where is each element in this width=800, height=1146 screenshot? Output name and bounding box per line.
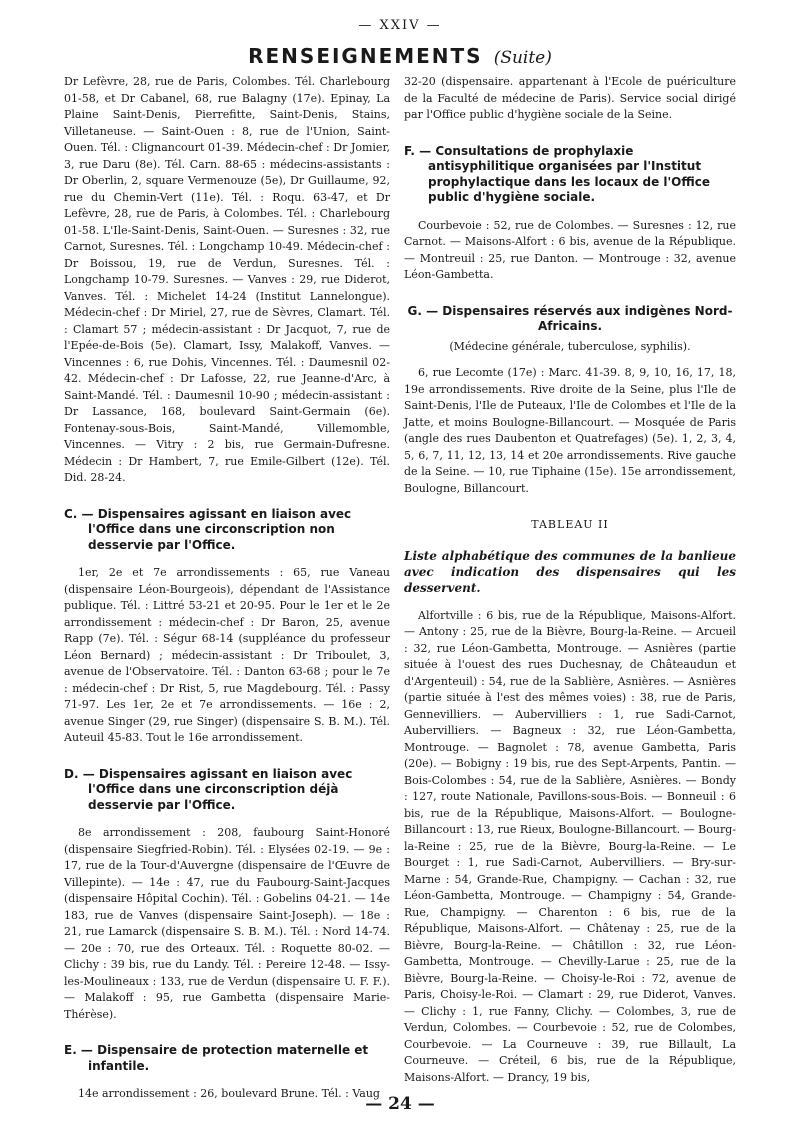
section-d-text: 8e arrondissement : 208, faubourg Saint-Honoré (dispensaire Siegfried-Robin). Tél. : Elysées 02-19. — 9e : 17, rue de la Tour-d'Auvergne (dispensaire de l'Œuvre de Villepinte). — 14e : 47, rue du Faubourg-Saint-Jacques (dispensaire Hôpital Cochin). Tél. : Gobelins 04-21. — 14e 183, rue de Vanves (dispensaire Saint-Joseph). — 18e : 21, rue Lamarck (dispensaire S. B. M.). Tél. : Nord 14-74. — 20e : 70, rue des Orteaux. Tél. : Roquette 80-02. — Clichy : 39 bis, rue du Landy. Tél. : Pereire 12-48. — Issy-les-Moulineaux : 133, rue de Verdun (dispensaire U. F. F.). — Malakoff : 95, rue Gambetta (dispensaire Marie-Thérèse). (64, 826, 390, 1021)
intro-paragraph: Dr Lefèvre, 28, rue de Paris, Colombes. Tél. Charlebourg 01-58, et Dr Cabanel, 68, rue Balagny (17e). Epinay, La Plaine Saint-Denis, Pierrefitte, Saint-Denis, Stains, Villetaneuse. — Saint-Ouen : 8, rue de l'Union, Saint-Ouen. Tél. : Clignancourt 01-39. Médecin-chef : Dr Jomier, 3, rue Daru (8e). Tél. Carn. 88-65 : médecins-assistants : Dr Oberlin, 2, square Vermenouze (5e), Dr Guillaume, 92, rue du Chemin-Vert (11e). Tél. : Roqu. 63-47, et Dr Lefèvre, 28, rue de Paris, à Colombes. Tél. : Charlebourg 01-58. L'Ile-Saint-Denis, Saint-Ouen. — Suresnes : 32, rue Carnot, Suresnes. Tél. : Longchamp 10-49. Médecin-chef : Dr Boissou, 19, rue de Verdun, Suresnes. Tél. : Longchamp 10-79. Suresnes. — Vanves : 29, rue Diderot, Vanves. Tél. : Michelet 14-24 (Institut Lannelongue). Médecin-chef : Dr Miriel, 27, rue de Sèvres, Clamart. Tél. : Clamart 57 ; médecin-assistant : Dr Jacquot, 7, rue de l'Epée-de-Bois (5e). Clamart, Issy, Malakoff, Vanves. — Vincennes : 6, rue Dohis, Vincennes. Tél. : Daumesnil 02-42. Médecin-chef : Dr Lafosse, 22, rue Jeanne-d'Arc, à Saint-Mandé. Tél. : Daumesnil 10-90 ; médecin-assistant : Dr Lassance, 168, boulevard Saint-Germain (6e). Fontenay-sous-Bois, Saint-Mandé, Villemomble, Vincennes. — Vitry : 2 bis, rue Germain-Dufresne. Médecin : Dr Hambert, 7, rue Emile-Gilbert (12e). Tél. Did. 28-24. (64, 75, 390, 484)
section-g-text: 6, rue Lecomte (17e) : Marc. 41-39. 8, 9, 10, 16, 17, 18, 19e arrondissements. Rive droite de la Seine, plus l'Ile de Saint-Denis, l'Ile de Puteaux, l'Ile de Colombes et l'Ile de la Jatte, et moins Boulogne-Billancourt. — Mosquée de Paris (angle des rues Daubenton et Quatrefages) (5e). 1, 2, 3, 4, 5, 6, 7, 11, 12, 13, 14 et 20e arrondissements. Rive gauche de la Seine. — 10, rue Tiphaine (15e). 15e arrondissement, Boulogne, Billancourt. (404, 366, 736, 495)
section-c-heading: C. — Dispensaires agissant en liaison avec l'Office dans une circonscription non desservie par l'Office. (64, 506, 352, 552)
page-title (0, 44, 800, 68)
tableau-label: TABLEAU II (531, 518, 609, 531)
title-main: RENSEIGNEMENTS (248, 44, 483, 68)
tableau-title: Liste alphabétique des communes de la banlieue avec indication des dispensaires qui les desservent. (404, 548, 736, 595)
roman-folio: — XXIV — (358, 18, 442, 33)
section-d-heading: D. — Dispensaires agissant en liaison avec l'Office dans une circonscription déjà desservie par l'Office. (64, 766, 353, 812)
section-g-heading: G. — Dispensaires réservés aux indigènes Nord-Africains. (407, 303, 733, 333)
section-e-heading: E. — Dispensaire de protection maternelle et infantile. (64, 1043, 369, 1073)
tableau-text: Alfortville : 6 bis, rue de la République, Maisons-Alfort. — Antony : 25, rue de la Bièvre, Bourg-la-Reine. — Arcueil : 32, rue Léon-Gambetta, Montrouge. — Asnières (partie située à l'ouest des rues Duchesnay, de Châteaudun et d'Argenteuil) : 54, rue de la Sablière, Asnières. — Asnières (partie située à l'est des mêmes voies) : 38, rue de Paris, Gennevilliers. — Aubervilliers : 1, rue Sadi-Carnot, Aubervilliers. — Bagneux : 32, rue Léon-Gambetta, Montrouge. — Bagnolet : 78, avenue Gambetta, Paris (20e). — Bobigny : 19 bis, rue des Sept-Arpents, Pantin. — Bois-Colombes : 54, rue de la Sablière, Asnières. — Bondy : 127, route Nationale, Pavillons-sous-Bois. — Bonneuil : 6 bis, rue de la République, Maisons-Alfort. — Boulogne-Billancourt : 13, rue Rieux, Boulogne-Billancourt. — Bourg-la-Reine : 25, rue de la Bièvre, Bourg-la-Reine. — Le Bourget : 1, rue Sadi-Carnot, Aubervilliers. — Bry-sur-Marne : 54, Grande-Rue, Champigny. — Cachan : 32, rue Léon-Gambetta, Montrouge. — Champigny : 54, Grande-Rue, Champigny. — Charenton : 6 bis, rue de la République, Maisons-Alfort. — Châtenay : 25, rue de la Bièvre, Bourg-la-Reine. — Châtillon : 32, rue Léon-Gambetta, Montrouge. — Chevilly-Larue : 25, rue de la Bièvre, Bourg-la-Reine. — Choisy-le-Roi : 72, avenue de Paris, Choisy-le-Roi. — Clamart : 29, rue Diderot, Vanves. — Clichy : 1, rue Fanny, Clichy. — Colombes, 3, rue de Verdun, Colombes. — Courbevoie : 52, rue de Colombes, Courbevoie. — La Courneuve : 39, rue Billault, La Courneuve. — Créteil, 6 bis, rue de la République, Maisons-Alfort. — Drancy, 19 bis, (404, 608, 736, 1084)
right-column (404, 74, 736, 1086)
section-f-heading: F. — Consultations de prophylaxie antisyphilitique organisées par l'Institut prophylactique dans les locaux de l'Office public d'hygiène sociale. (404, 143, 711, 204)
continuation-paragraph: 32-20 (dispensaire. appartenant à l'Ecole de puériculture de la Faculté de médecine de Paris). Service social dirigé par l'Office public d'hygiène sociale de la Seine. (404, 75, 736, 121)
section-f-text: Courbevoie : 52, rue de Colombes. — Suresnes : 12, rue Carnot. — Maisons-Alfort : 6 bis, avenue de la République. — Montreuil : 25, rue Danton. — Montrouge : 32, avenue Léon-Gambetta. (404, 218, 736, 281)
title-suite: (Suite) (493, 48, 552, 68)
page-number: — 24 — (365, 1094, 435, 1114)
section-g-subtitle: (Médecine générale, tuberculose, syphilis). (449, 339, 691, 353)
left-column (64, 74, 390, 1103)
section-e-text: 14e arrondissement : 26, boulevard Brune. Tél. : Vaug (78, 1087, 380, 1100)
section-c-text: 1er, 2e et 7e arrondissements : 65, rue Vaneau (dispensaire Léon-Bourgeois), dépendant de l'Assistance publique. Tél. : Littré 53-21 et 20-95. Pour le 1er et le 2e arrondissement : médecin-chef : Dr Baron, 25, avenue Rapp (7e). Tél. : Ségur 68-14 (suppléance du professeur Léon Bernard) ; médecin-assistant : Dr Triboulet, 3, avenue de l'Observatoire. Tél. : Danton 63-68 ; pour le 7e : médecin-chef : Dr Rist, 5, rue Magdebourg. Tél. : Passy 71-97. Les 1er, 2e et 7e arrondissements. — 16e : 2, avenue Singer (29, rue Singer) (dispensaire S. B. M.). Tél. Auteuil 45-83. Tout le 16e arrondissement. (64, 566, 390, 744)
